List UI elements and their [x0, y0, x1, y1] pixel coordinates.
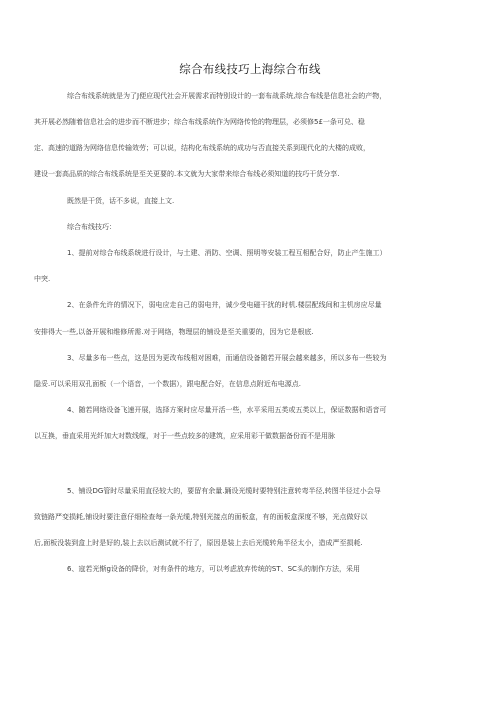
paragraph-line: 1、提前对综合布线系统进行设计，与土建、消防、空调、照明等安装工程互相配合好，防止产生施工） — [67, 249, 387, 257]
paragraph-line: 6、寇若光惭g设备的降价，对有条件的地方，可以考虑放弃传统的ST、SC头的制作方法，采用 — [67, 565, 360, 573]
paragraph-line: 建设一套高品质的综合布线系统是至关更要的.本文就为大家带来综合布线必须知道的技巧干货分享. — [34, 170, 340, 178]
paragraph-line: 4、随若网络设备飞速开展，选择方案时应尽量开活一些，水平采用五类或五类以上，保证数据和语音可 — [67, 406, 387, 414]
paragraph-line: 中突. — [34, 275, 51, 283]
paragraph-line: 其开展必然随着信息社会的进步而不断进步；综合布线系统作为网络传怆的物理层，必须修5£一条可兑、稳 — [34, 118, 365, 126]
paragraph-line: 后,面板没装到盒上时是好的,装上去以后测试就不行了，原因是装上去后光缆转角半径太小，造成严至损耗. — [34, 539, 363, 547]
paragraph-line: 隐妥.可以采用双孔面板（一个语音，一个数据），跟电配合好，在信息点附近布电源点. — [34, 380, 301, 388]
paragraph-line: 综合布线系统就是为了J便应现代社会开展需求而特别设计的一套布战系统,综合布线是信息社会的产物， — [67, 92, 387, 100]
paragraph-line: 5、铺设DG管时尽量采用直径较大的，要留有余量.踊设光缆时要特别注意转弯半径,转图半径过小会导 — [67, 487, 381, 495]
paragraph-line: 2、在条件允许的情况下，弱电应走自己的弱电井，诚少受电磁干扰的时机.楼层配线间和主机房应尽量 — [67, 301, 382, 309]
paragraph-line: 以互换，垂直采用光纤加大对数线缆，对于一些点较多的建筑，应采用彩干做数据备份而不是用脉 — [34, 432, 335, 440]
paragraph-line: 既然是干货，话不多说，直接上文. — [67, 197, 175, 205]
paragraph-line: 综合布线技巧： — [67, 223, 116, 231]
paragraph-line: 致链路严变损耗,铺设时要注意仔细检查每一条光缆,特别光接点的面板盒，有的面板盒深度不够，光点做好以 — [34, 513, 368, 521]
document-title: 综合布线技巧上海综合布线 — [179, 62, 321, 76]
paragraph-line: 3、尽量多布一些点，这是因为更改布线相对困难，而通信设备随若开展会越来越多，所以多布一些较为 — [67, 354, 387, 362]
paragraph-line: 安排得大一些,以备开展和维修所需.对于网络，物理层的铺设是至关重要的，因为它是根底. — [34, 328, 314, 336]
paragraph-line: 定、高速的道路为网络信息传输效劳；可以说，结构化布线系统的成功与否直接关系到现代化的大楼的成败， — [34, 144, 370, 152]
